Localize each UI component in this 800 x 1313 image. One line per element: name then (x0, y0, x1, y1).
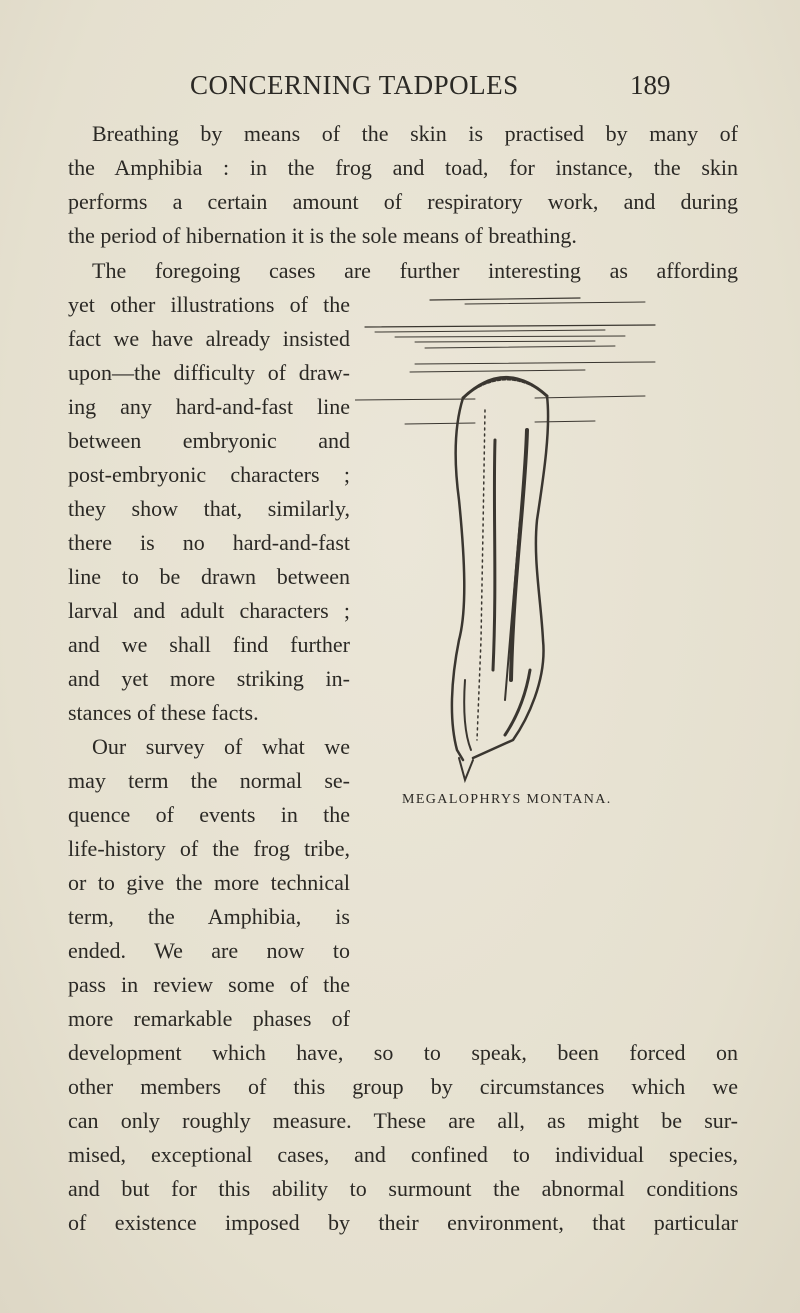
body-shading (505, 670, 530, 735)
text-line: The foregoing cases are further interesting as affording (92, 258, 738, 283)
text-line: there is no hard-and-fast (68, 530, 350, 555)
tadpole-body-left (452, 398, 464, 760)
text-line: the period of hibernation it is the sole means of breathing. (68, 223, 577, 248)
text-line: the Amphibia : in the frog and toad, for instance, the skin (68, 155, 738, 180)
figure-caption: MEGALOPHRYS MONTANA. (402, 792, 612, 807)
text-line: Breathing by means of the skin is practised by many of (92, 121, 738, 146)
text-line: life-history of the frog tribe, (68, 836, 350, 861)
body-shading (464, 680, 471, 750)
text-line: ended. We are now to (68, 938, 350, 963)
text-line: Our survey of what we (92, 734, 350, 759)
water-line (415, 362, 655, 364)
text-line: development which have, so to speak, been forced on (68, 1040, 738, 1065)
text-line: of existence imposed by their environment, that particular (68, 1210, 738, 1235)
text-line: stances of these facts. (68, 700, 259, 725)
body-shading (493, 440, 495, 670)
text-line: fact we have already insisted (68, 326, 350, 351)
text-line: other members of this group by circumstances which we (68, 1074, 738, 1099)
body-shading (477, 410, 485, 740)
text-line: term, the Amphibia, is (68, 904, 350, 929)
water-line (355, 399, 475, 400)
water-line (415, 341, 595, 342)
tadpole-illustration (355, 280, 685, 790)
text-line: post-embryonic characters ; (68, 462, 350, 487)
text-line: upon—the difficulty of draw- (68, 360, 350, 385)
text-line: line to be drawn between (68, 564, 350, 589)
water-line (365, 325, 655, 327)
text-line: and we shall find further (68, 632, 350, 657)
text-line: larval and adult characters ; (68, 598, 350, 623)
water-line (430, 298, 580, 300)
text-line: and yet more striking in- (68, 666, 350, 691)
tadpole-tail-tip (459, 758, 473, 780)
text-line: can only roughly measure. These are all, as might be sur- (68, 1108, 738, 1133)
water-line (425, 346, 615, 348)
text-line: they show that, similarly, (68, 496, 350, 521)
text-line: between embryonic and (68, 428, 350, 453)
text-line: yet other illustrations of the (68, 292, 350, 317)
text-line: quence of events in the (68, 802, 350, 827)
water-line (535, 421, 595, 422)
water-line (465, 302, 645, 304)
text-line: more remarkable phases of (68, 1006, 350, 1031)
running-title: CONCERNING TADPOLES (190, 70, 519, 100)
water-line (410, 370, 585, 372)
text-line: or to give the more technical (68, 870, 350, 895)
text-line: may term the normal se- (68, 768, 350, 793)
text-line: and but for this ability to surmount the abnormal conditions (68, 1176, 738, 1201)
water-line (395, 336, 625, 337)
page-number: 189 (630, 70, 671, 100)
text-line: ing any hard-and-fast line (68, 394, 350, 419)
text-line: mised, exceptional cases, and confined to individual species, (68, 1142, 738, 1167)
water-line (405, 423, 475, 424)
water-line (535, 396, 645, 398)
tadpole-body-right (473, 396, 548, 758)
water-line (375, 330, 605, 332)
text-line: pass in review some of the (68, 972, 350, 997)
body-shading (511, 430, 527, 680)
text-line: performs a certain amount of respiratory work, and during (68, 189, 738, 214)
funnel-mouth-inner (470, 379, 540, 392)
running-head (0, 70, 800, 110)
